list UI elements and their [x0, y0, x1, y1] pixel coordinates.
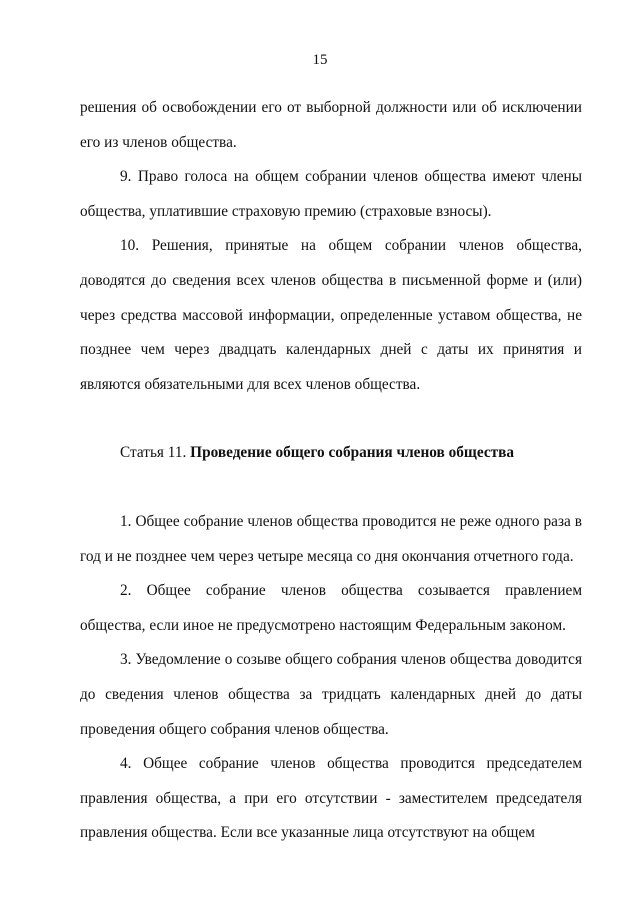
article-heading [80, 436, 582, 471]
paragraph-continuation: решения об освобождении его от выборной должности или об исключении его из членов общества. [80, 99, 582, 151]
section-gap [80, 402, 582, 436]
article-label: Статья 11. [120, 444, 187, 462]
paragraph-item-3: 3. Уведомление о созыве общего собрания членов общества доводится до сведения членов общества за тридцать календарных дней до даты проведения общего собрания членов общества. [80, 651, 582, 738]
page-number: 15 [312, 52, 328, 68]
paragraph-item-4: 4. Общее собрание членов общества проводится председателем правления общества, а при его отсутствии - заместителем председателя правления общества. Если все указанные лица отсутствуют на общем [80, 755, 582, 842]
paragraph-item-10: 10. Решения, принятые на общем собрании членов общества, доводятся до сведения всех членов общества в письменной форме и (или) через средства массовой информации, определенные уставом общества, не позднее чем через двадцать календарных дней с даты их принятия и являются обязательными для всех членов общества. [80, 237, 582, 393]
paragraph-item-1: 1. Общее собрание членов общества проводится не реже одного раза в год и не позднее чем через четыре месяца со дня окончания отчетного года. [80, 512, 582, 565]
paragraph-item-9: 9. Право голоса на общем собрании членов общества имеют члены общества, уплатившие страховую премию (страховые взносы). [80, 168, 582, 220]
paragraph-item-2: 2. Общее собрание членов общества созывается правлением общества, если иное не предусмотрено настоящим Федеральным законом. [80, 582, 582, 634]
article-title: Проведение общего собрания членов общества [190, 444, 515, 462]
section-gap [80, 471, 582, 505]
document-body [80, 91, 582, 851]
